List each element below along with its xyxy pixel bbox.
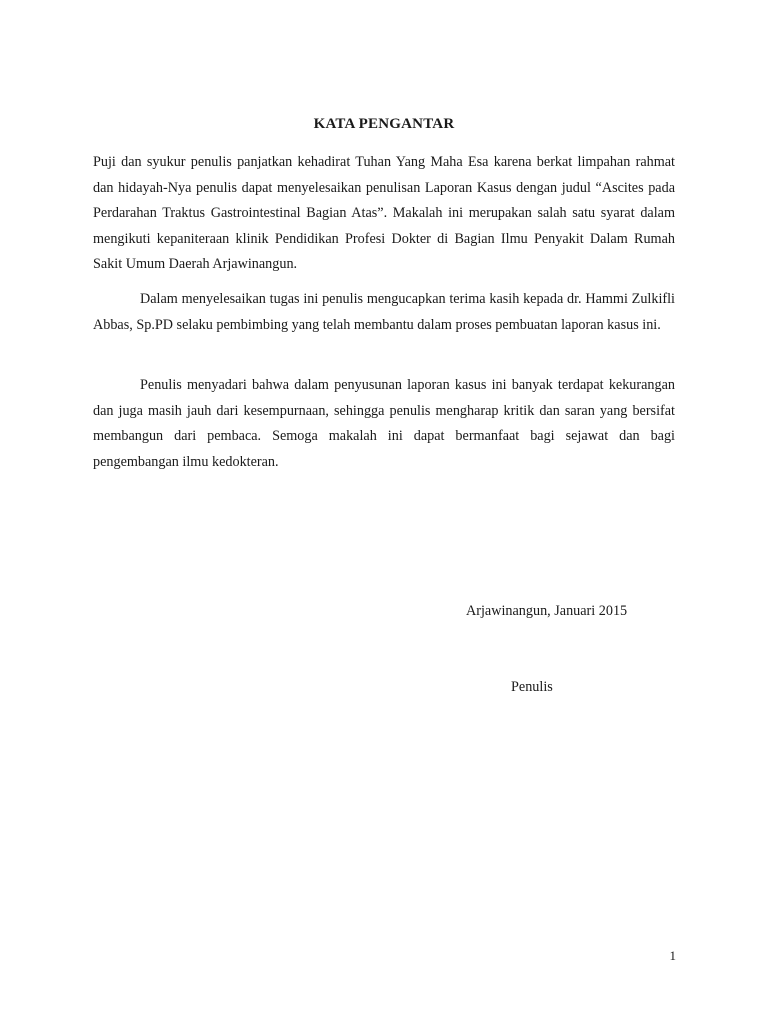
page-number: 1	[669, 948, 676, 963]
place-date: Arjawinangun, Januari 2015	[466, 603, 628, 619]
paragraph-closing: Penulis menyadari bahwa dalam penyusunan laporan kasus ini banyak terdapat kekurangan dan juga masih jauh dari kesempurnaan, sehingga penulis mengharap kritik dan saran yang bersifat membangun dari pembaca. Semoga makalah ini dapat bermanfaat bagi sejawat dan bagi pengembangan ilmu kedokteran.	[93, 377, 675, 470]
author-signature: Penulis	[511, 679, 553, 695]
paragraph-acknowledgement: Dalam menyelesaikan tugas ini penulis mengucapkan terima kasih kepada dr. Hammi Zulkifli Abbas, Sp.PD selaku pembimbing yang telah membantu dalam proses pembuatan laporan kasus ini.	[93, 291, 675, 333]
paragraph-opening: Puji dan syukur penulis panjatkan kehadirat Tuhan Yang Maha Esa karena berkat limpahan rahmat dan hidayah-Nya penulis dapat menyelesaikan penulisan Laporan Kasus dengan judul “Ascites pada Perdarahan Traktus Gastrointestinal Bagian Atas”. Makalah ini merupakan salah satu syarat dalam mengikuti kepaniteraan klinik Pendidikan Profesi Dokter di Bagian Ilmu Penyakit Dalam Rumah Sakit Umum Daerah Arjawinangun.	[93, 154, 675, 272]
page-title: KATA PENGANTAR	[313, 116, 455, 132]
